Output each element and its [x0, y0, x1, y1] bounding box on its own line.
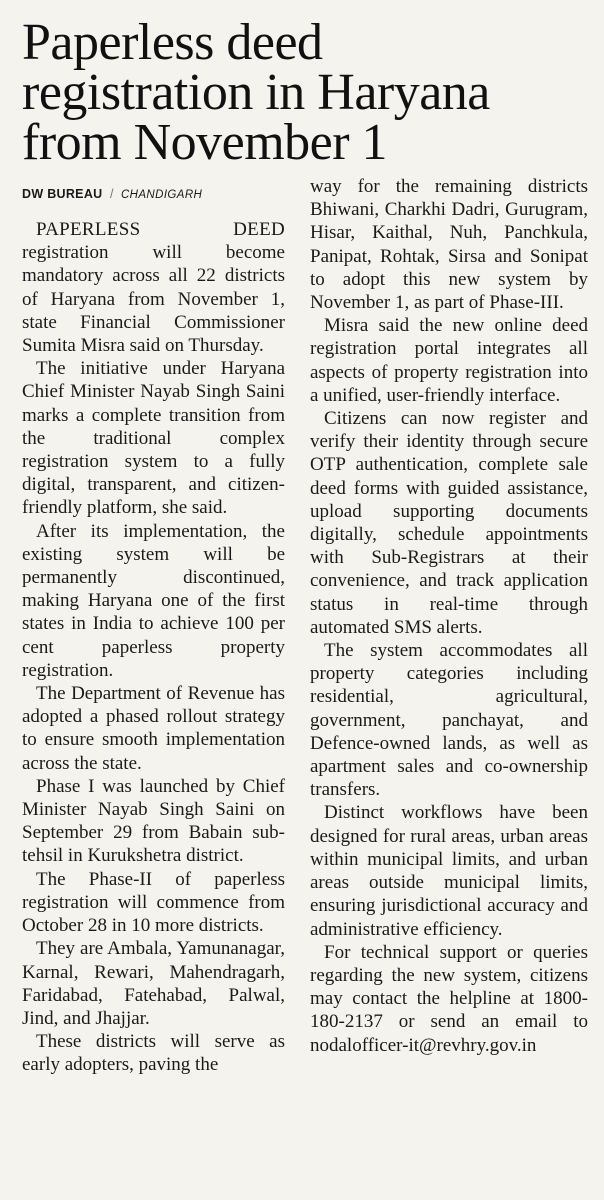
paragraph: After its implementation, the existing system will be permanently discontinued, making Haryana one of the first states in India to achieve 100 per cent paperless property registration.: [22, 520, 285, 681]
paragraph: Phase I was launched by Chief Minister Nayab Singh Saini on September 29 from Babain sub-tehsil in Kurukshetra district.: [22, 775, 285, 867]
paragraph: They are Ambala, Yamunanagar, Karnal, Rewari, Mahendragarh, Faridabad, Fatehabad, Palwal, Jind, and Jhajjar.: [22, 938, 285, 1029]
headline-line: Paperless deed: [22, 14, 323, 71]
paragraph: The initiative under Haryana Chief Minister Nayab Singh Saini marks a complete transition from the traditional complex registration system to a fully digital, transparent, and citizen-friendly platform, she said.: [22, 358, 285, 519]
paragraph-text: registration will become mandatory across all 22 districts of Haryana from November 1, state Financial Commissioner Sumita Misra said on Thursday.: [22, 242, 285, 357]
headline: [22, 14, 582, 171]
paragraph: Citizens can now register and verify their identity through secure OTP authentication, complete sale deed forms with guided assistance, upload supporting documents digitally, schedule appointments with Sub-Registrars at their convenience, and track application status in real-time through automated SMS alerts.: [310, 408, 588, 638]
headline-line: registration in Haryana: [22, 64, 490, 121]
byline-bureau: DW BUREAU: [22, 187, 103, 201]
byline-separator: /: [109, 187, 114, 201]
paragraph: The Department of Revenue has adopted a phased rollout strategy to ensure smooth implementation across the state.: [22, 683, 285, 774]
left-column: [22, 186, 285, 1077]
paragraph-lead: PAPERLESS DEED: [36, 219, 285, 240]
right-column: [310, 175, 588, 1057]
paragraph: For technical support or queries regarding the new system, citizens may contact the helpline at 1800-180-2137 or send an email to nodalofficer-it@revhry.gov.in: [310, 941, 588, 1056]
byline-city: CHANDIGARH: [120, 189, 203, 201]
paragraph: The system accommodates all property categories including residential, agricultural, government, panchayat, and Defence-owned lands, as well as apartment sales and co-ownership transfers.: [310, 640, 588, 801]
paragraph: Distinct workflows have been designed for rural areas, urban areas within municipal limits, and urban areas outside municipal limits, ensuring jurisdictional accuracy and administrative efficiency.: [310, 802, 588, 940]
paragraph: [22, 218, 285, 357]
paragraph: Misra said the new online deed registration portal integrates all aspects of property registration into a unified, user-friendly interface.: [310, 315, 588, 406]
paragraph-continued: way for the remaining districts Bhiwani, Charkhi Dadri, Gurugram, Hisar, Kaithal, Nuh, Panchkula, Panipat, Rohtak, Sirsa and Sonipat to adopt this new system by November 1, as part of Phase-III.: [310, 176, 588, 314]
paragraph: The Phase-II of paperless registration will commence from October 28 in 10 more districts.: [22, 868, 285, 937]
paragraph: These districts will serve as early adopters, paving the: [22, 1031, 285, 1076]
headline-line: from November 1: [22, 114, 388, 171]
byline: [22, 186, 285, 204]
